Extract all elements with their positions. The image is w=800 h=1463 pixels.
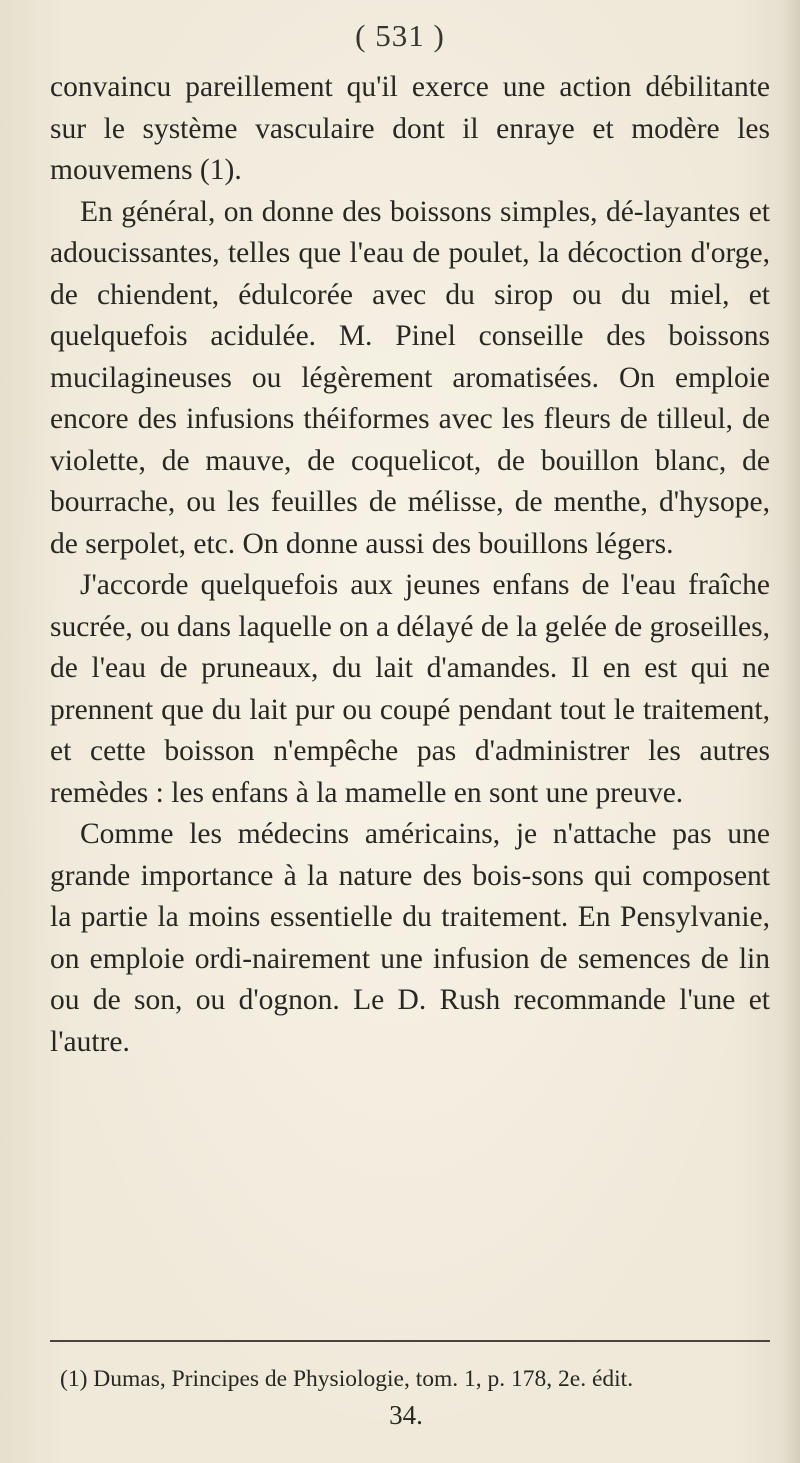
footnote: (1) Dumas, Principes de Physiologie, tom. 1, p. 178, 2e. édit. <box>60 1366 634 1392</box>
paragraph-3: J'accorde quelquefois aux jeunes enfans de l'eau fraîche sucrée, ou dans laquelle on a délayé de la gelée de groseilles, de l'eau de pruneaux, du lait d'amandes. Il en est qui ne prennent que du lait pur ou coupé pendant tout le traitement, et cette boisson n'empêche pas d'administrer les autres remèdes : les enfans à la mamelle en sont une preuve. <box>50 569 770 809</box>
page-number: ( 531 ) <box>355 18 445 53</box>
body-text <box>50 67 770 1063</box>
signature-mark: 34. <box>389 1400 423 1430</box>
paragraph-1: convaincu pareillement qu'il exerce une action débilitante sur le système vasculaire dont il enraye et modère les mouvemens (1). <box>50 71 770 186</box>
page-edge-shadow <box>782 0 800 1463</box>
footnote-rule <box>50 1340 770 1342</box>
paragraph-2: En général, on donne des boissons simples, dé-layantes et adoucissantes, telles que l'eau de poulet, la décoction d'orge, de chiendent, édulcorée avec du sirop ou du miel, et quelquefois acidulée. M. Pinel conseille des boissons mucilagineuses ou légèrement aromatisées. On emploie encore des infusions théiformes avec les fleurs de tilleul, de violette, de mauve, de coquelicot, de bouillon blanc, de bourrache, ou les feuilles de mélisse, de menthe, d'hysope, de serpolet, etc. On donne aussi des bouillons légers. <box>50 195 770 560</box>
paragraph-4: Comme les médecins américains, je n'attache pas une grande importance à la nature des bois-sons qui composent la partie la moins essentielle du traitement. En Pensylvanie, on emploie ordi-nairement une infusion de semences de lin ou de son, ou d'ognon. Le D. Rush recommande l'une et l'autre. <box>50 818 770 1058</box>
